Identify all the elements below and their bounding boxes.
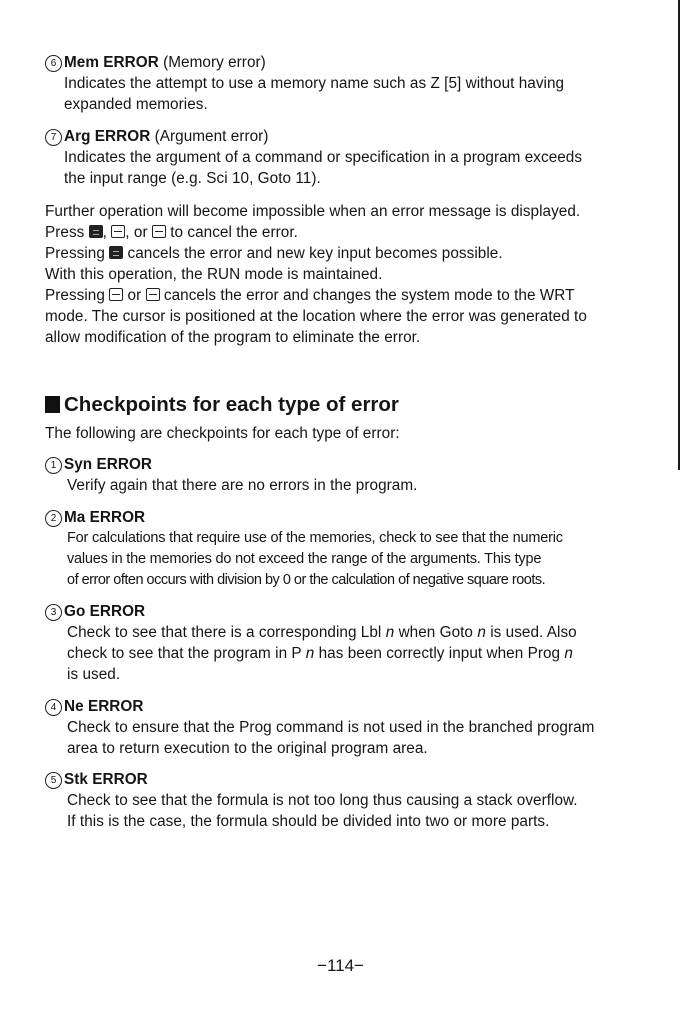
stk-error-entry bbox=[45, 769, 578, 832]
pressing-cursor-line bbox=[45, 285, 587, 306]
text: cancels the error and new key input becomes possible. bbox=[127, 245, 503, 262]
ac-key-icon bbox=[89, 225, 103, 238]
circled-number: 6 bbox=[45, 55, 62, 72]
variable-n: n bbox=[305, 645, 315, 662]
circled-number: 2 bbox=[45, 510, 62, 527]
ne-error-entry bbox=[45, 696, 594, 759]
body-line: For calculations that require use of the memories, check to see that the numeric bbox=[67, 530, 563, 546]
variable-n: n bbox=[385, 624, 395, 641]
syn-error-entry bbox=[45, 454, 417, 496]
error-desc: (Memory error) bbox=[163, 54, 266, 71]
circled-number: 3 bbox=[45, 604, 62, 621]
body-line: mode. The cursor is positioned at the location where the error was generated to bbox=[45, 308, 587, 325]
body-line: area to return execution to the original program area. bbox=[67, 740, 428, 757]
left-cursor-key-icon bbox=[109, 288, 123, 301]
body-line: allow modification of the program to eliminate the error. bbox=[45, 329, 421, 346]
circled-number: 1 bbox=[45, 457, 62, 474]
error-code: Ne ERROR bbox=[64, 698, 144, 715]
body-line: With this operation, the RUN mode is maintained. bbox=[45, 266, 383, 283]
body-line: is used. bbox=[67, 666, 121, 683]
pressing-ac-line bbox=[45, 243, 587, 264]
body-line: Indicates the argument of a command or specification in a program exceeds bbox=[64, 149, 583, 166]
error-code: Arg ERROR bbox=[64, 128, 151, 145]
error-desc: (Argument error) bbox=[154, 128, 269, 145]
ma-error-entry bbox=[45, 507, 563, 591]
body-line: Indicates the attempt to use a memory name such as Z [5] without having bbox=[64, 75, 565, 92]
body-line: Verify again that there are no errors in the program. bbox=[67, 477, 418, 494]
body-line: Check to ensure that the Prog command is not used in the branched program bbox=[67, 719, 595, 736]
variable-n: n bbox=[564, 645, 573, 662]
body-line bbox=[67, 622, 577, 643]
circled-number: 5 bbox=[45, 772, 62, 789]
text: Pressing bbox=[45, 245, 105, 262]
section-intro: The following are checkpoints for each type of error: bbox=[45, 425, 400, 442]
body-line: the input range (e.g. Sci 10, Goto 11). bbox=[64, 170, 321, 187]
text: when Goto bbox=[398, 624, 473, 641]
error-code: Ma ERROR bbox=[64, 509, 146, 526]
variable-n: n bbox=[477, 624, 486, 641]
body-line bbox=[67, 643, 577, 664]
text: is used. Also bbox=[490, 624, 577, 641]
body-line: of error often occurs with division by 0 or the calculation of negative square roots. bbox=[67, 572, 546, 588]
text: , or bbox=[125, 224, 148, 241]
circled-number: 7 bbox=[45, 129, 62, 146]
error-code: Mem ERROR bbox=[64, 54, 159, 71]
circled-number: 4 bbox=[45, 699, 62, 716]
text: Check to see that there is a corresponding Lbl bbox=[67, 624, 382, 641]
go-error-entry bbox=[45, 601, 577, 685]
text: has been correctly input when Prog bbox=[318, 645, 561, 662]
error-code: Stk ERROR bbox=[64, 771, 148, 788]
body-line: values in the memories do not exceed the range of the arguments. This type bbox=[67, 551, 542, 567]
mem-error-title bbox=[45, 52, 564, 73]
square-bullet-icon bbox=[45, 396, 60, 413]
body-line: expanded memories. bbox=[64, 96, 208, 113]
further-operation-paragraph bbox=[45, 201, 587, 348]
ac-key-icon bbox=[109, 246, 123, 259]
text: Pressing bbox=[45, 287, 105, 304]
arg-error-title bbox=[45, 126, 582, 147]
body-line: Further operation will become impossible when an error message is displayed. bbox=[45, 203, 581, 220]
error-code: Syn ERROR bbox=[64, 456, 152, 473]
page-number: −114− bbox=[317, 956, 364, 975]
heading-text: Checkpoints for each type of error bbox=[64, 393, 399, 416]
section-heading bbox=[45, 393, 399, 417]
page-edge-line bbox=[678, 0, 680, 470]
text: to cancel the error. bbox=[170, 224, 298, 241]
text: check to see that the program in P bbox=[67, 645, 302, 662]
mem-error-entry bbox=[45, 52, 564, 115]
left-cursor-key-icon bbox=[111, 225, 125, 238]
text: or bbox=[127, 287, 142, 304]
text: , bbox=[102, 224, 107, 241]
right-cursor-key-icon bbox=[146, 288, 160, 301]
error-code: Go ERROR bbox=[64, 603, 146, 620]
body-line: Check to see that the formula is not too long thus causing a stack overflow. bbox=[67, 792, 578, 809]
arg-error-entry bbox=[45, 126, 582, 189]
press-line bbox=[45, 222, 587, 243]
body-line: If this is the case, the formula should be divided into two or more parts. bbox=[67, 813, 550, 830]
text: Press bbox=[45, 224, 85, 241]
text: cancels the error and changes the system mode to the WRT bbox=[163, 287, 575, 304]
right-cursor-key-icon bbox=[152, 225, 166, 238]
